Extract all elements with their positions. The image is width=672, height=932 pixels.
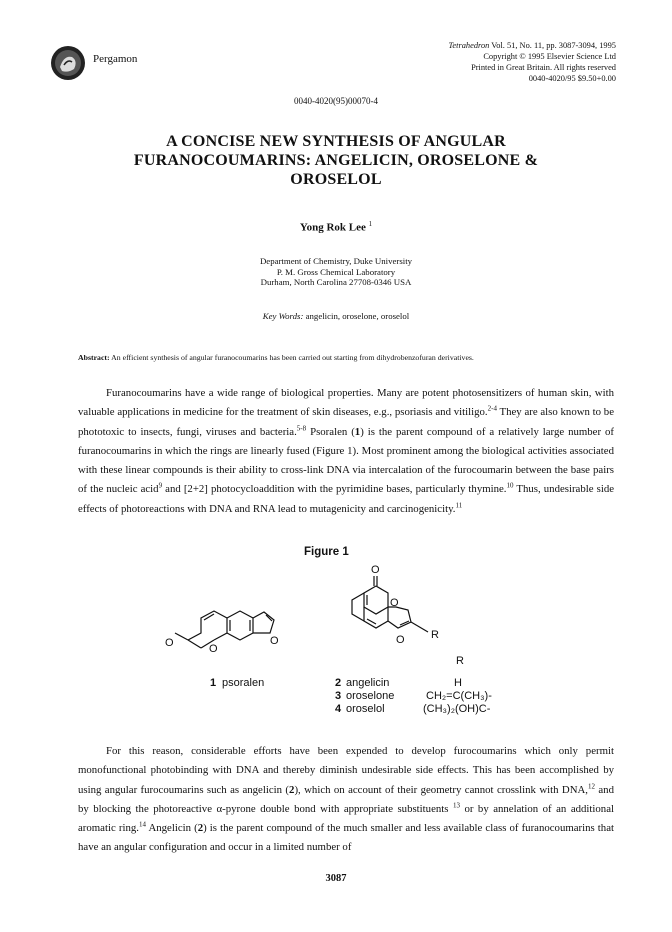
- compound-ref: 2: [289, 783, 295, 796]
- publisher-logo: [50, 45, 86, 81]
- citation-ref: 13: [452, 801, 460, 810]
- atom-label: O: [390, 597, 399, 609]
- compound-r-value: (CH₃)₂(OH)C-: [423, 703, 491, 715]
- compound-name: oroselone: [346, 690, 395, 702]
- r-column-header: R: [456, 655, 464, 667]
- figure-label: Figure 1: [304, 546, 349, 558]
- compound-name: oroselol: [346, 703, 385, 715]
- text-run: and by blocking the photoreactive α-pyrone double bond with appropriate substituents: [78, 783, 614, 815]
- affiliation-line: Durham, North Carolina 27708-0346 USA: [260, 277, 412, 287]
- citation-ref: 14: [138, 820, 146, 829]
- figure-1-structures: [160, 562, 530, 727]
- text-run: ) is the parent compound of the much smaller and less available class of furanocoumarins that have an angular configuration and occur in a limited number of: [78, 822, 615, 854]
- keywords-text: angelicin, oroselone, oroselol: [305, 311, 410, 321]
- citation-ref: 11: [455, 501, 463, 510]
- text-run: Psoralen (: [306, 425, 355, 438]
- compound-ref: 2: [197, 822, 204, 835]
- psoralen-structure: [175, 611, 274, 648]
- text-run: and [2+2] photocycloaddition with the pyrimidine bases, particularly thymine.: [162, 483, 507, 496]
- citation-ref: 9: [158, 481, 163, 490]
- abstract: [78, 353, 618, 362]
- text-run: Furanocoumarins have a wide range of biological properties. Many are potent photosensitizers of human skin, with valuable applications in medicine for the treatment of skin diseases, e.g., psoriasis and vitiligo.: [78, 387, 614, 419]
- compound-number: 3: [335, 690, 342, 702]
- text-run: ), which on account of their geometry cannot crosslink with DNA,: [294, 783, 588, 796]
- compound-number: 2: [335, 677, 342, 689]
- journal-info: [449, 40, 616, 84]
- text-run: For this reason, considerable efforts have been expended to develop furocoumarins which only permit monofunctional photobinding with DNA and thereby diminish undesirable side effects. This has been accomplished by using angular furocoumarins such as angelicin (: [78, 745, 614, 796]
- compound-ref: 1: [354, 425, 361, 438]
- text-run: They are also known to be phototoxic to insects, fungi, viruses and bacteria.: [78, 406, 614, 438]
- r-group-label: R: [431, 629, 439, 641]
- atom-label: O: [371, 564, 380, 576]
- paragraph-text: [78, 742, 614, 858]
- text-run: Angelicin (: [145, 822, 198, 835]
- article-doi: 0040-4020(95)00070-4: [294, 96, 378, 106]
- compound-number: 4: [335, 703, 342, 715]
- atom-label: O: [396, 634, 405, 646]
- affiliation-line: Department of Chemistry, Duke University: [259, 256, 413, 266]
- compound-number: 1: [210, 677, 217, 689]
- abstract-label: Abstract:: [78, 353, 110, 362]
- citation-ref: 10: [506, 481, 514, 490]
- paragraph-text: [78, 384, 614, 519]
- compound-name: angelicin: [346, 677, 390, 689]
- printed-line: Printed in Great Britain. All rights reserved: [471, 63, 616, 72]
- citation-ref: 12: [588, 782, 595, 790]
- author-footnote-mark: 1: [368, 220, 373, 228]
- price-code: 0040-4020/95 $9.50+0.00: [528, 74, 616, 83]
- body-paragraph-1: [78, 384, 614, 519]
- title-line: FURANOCOUMARINS: ANGELICIN, OROSELONE &: [133, 152, 539, 169]
- citation-ref: 2-4: [487, 404, 497, 413]
- journal-name: Tetrahedron: [448, 41, 490, 50]
- compound-name: psoralen: [222, 677, 265, 689]
- keywords: [0, 311, 672, 321]
- affiliation-line: P. M. Gross Chemical Laboratory: [276, 266, 396, 277]
- author-line: [0, 220, 672, 234]
- title-line: A CONCISE NEW SYNTHESIS OF ANGULAR: [166, 133, 506, 150]
- title-line: OROSELOL: [290, 171, 382, 188]
- author-name: Yong Rok Lee: [299, 221, 366, 234]
- body-paragraph-2: [78, 742, 614, 858]
- article-title: [80, 132, 592, 189]
- text-run: ) is the parent compound of a relatively large number of furanocoumarins in which the rings are linearly fused (Figure 1). Most prominent among the biological activities associated with these linear compounds is their ability to cross-link DNA via intercalation of the furocoumarin between the base pairs of the nucleic acid: [78, 425, 614, 496]
- atom-label: O: [165, 637, 174, 649]
- compound-r-value: CH₂=C(CH₃)-: [426, 690, 492, 702]
- publisher-name: Pergamon: [93, 53, 138, 65]
- affiliation: [0, 256, 672, 288]
- text-run: Thus, undesirable side effects of photoreactions with DNA and RNA lead to mutagenicity and carcinogenicity.: [78, 483, 615, 515]
- atom-label: O: [209, 643, 218, 655]
- atom-label: O: [270, 635, 279, 647]
- page-number: 3087: [325, 873, 347, 884]
- volume-info: Vol. 51, No. 11, pp. 3087-3094, 1995: [491, 41, 616, 50]
- compound-r-value: H: [454, 677, 462, 689]
- journal-citation: [449, 40, 616, 51]
- copyright-line: Copyright © 1995 Elsevier Science Ltd: [483, 52, 616, 61]
- abstract-text: An efficient synthesis of angular furanocoumarins has been carried out starting from dihydrobenzofuran derivatives.: [111, 353, 474, 362]
- keywords-label: Key Words:: [262, 311, 304, 321]
- text-run: or by annelation of an additional aromatic ring.: [78, 802, 614, 835]
- citation-ref: 5-8: [296, 424, 307, 432]
